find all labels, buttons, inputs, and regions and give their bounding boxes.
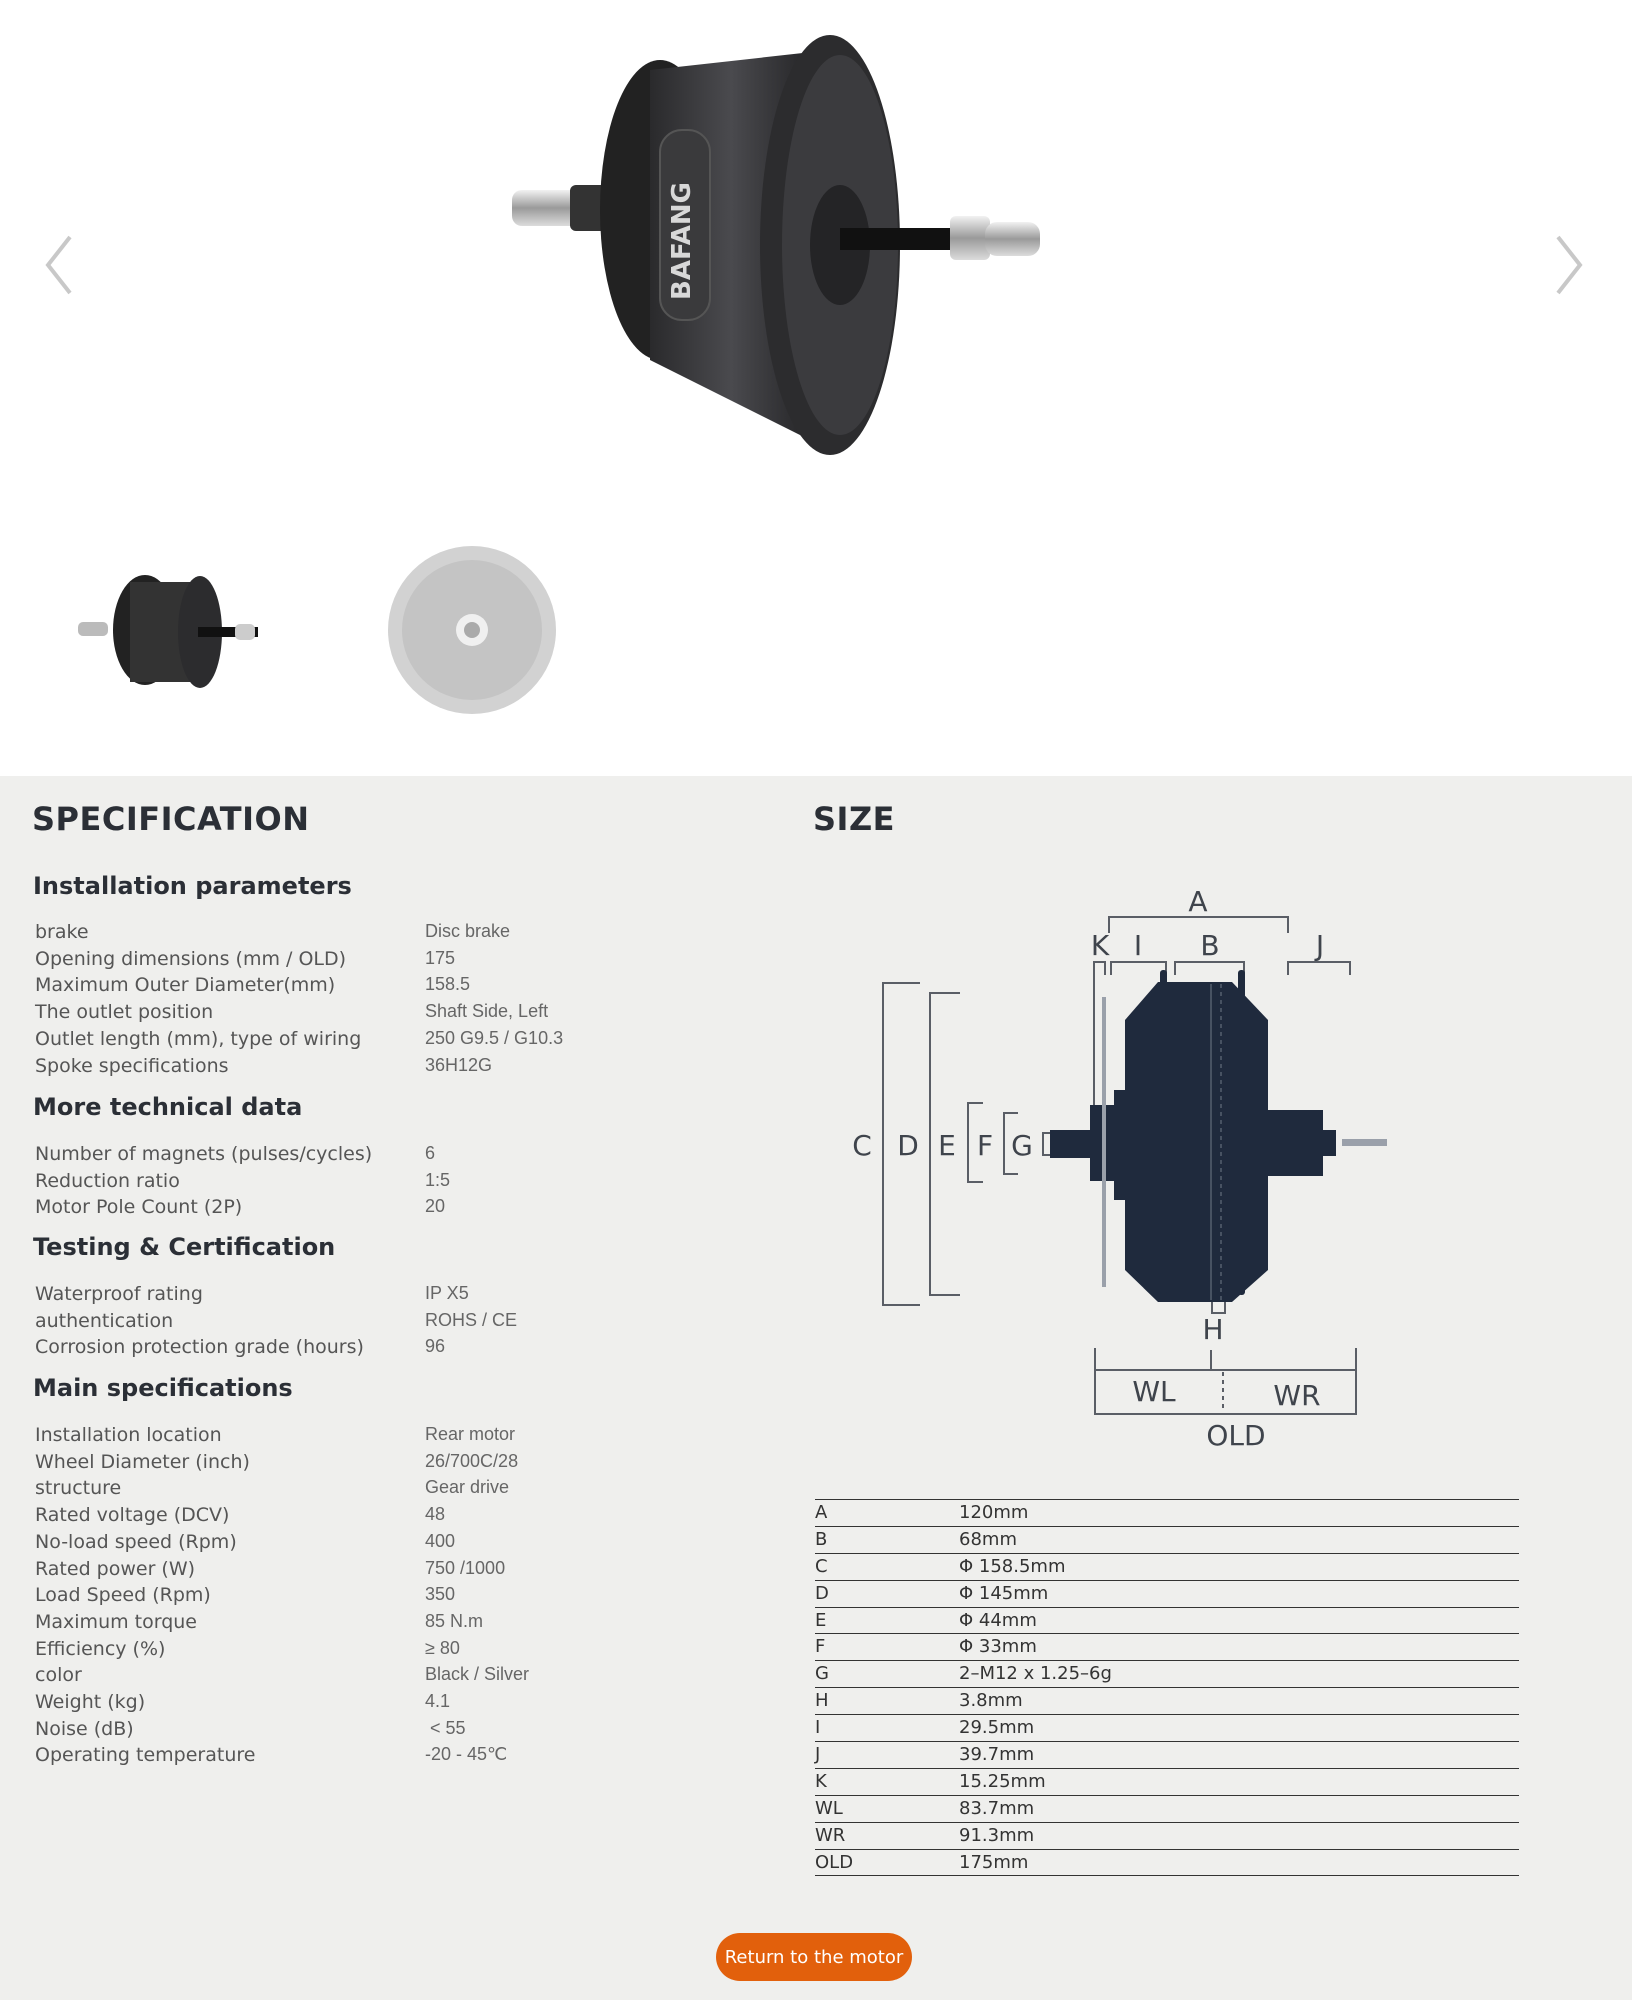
size-key: WR — [815, 1824, 846, 1846]
brand-logo: BAFANG — [667, 182, 697, 300]
size-table-row — [815, 1608, 1519, 1635]
spec-label: Reduction ratio — [35, 1169, 180, 1192]
spec-value: 250 G9.5 / G10.3 — [425, 1027, 564, 1048]
spec-label: structure — [35, 1477, 122, 1500]
size-table — [815, 1499, 1519, 1876]
spec-label: Number of magnets (pulses/cycles) — [35, 1143, 373, 1165]
size-key: C — [815, 1555, 828, 1577]
spec-row — [35, 1451, 755, 1477]
spec-row — [35, 1143, 755, 1169]
spec-value: Black / Silver — [425, 1664, 530, 1685]
spec-label: authentication — [35, 1309, 174, 1332]
size-table-row — [815, 1742, 1519, 1769]
diagram-label-e: E — [938, 1129, 956, 1162]
spec-row — [35, 1196, 755, 1222]
diagram-label-d: D — [897, 1129, 919, 1162]
size-key: WL — [815, 1797, 843, 1819]
spec-label: Outlet length (mm), type of wiring — [35, 1027, 362, 1050]
spec-value: Shaft Side, Left — [425, 1001, 549, 1022]
gallery-next-button[interactable] — [1548, 225, 1588, 305]
diagram-label-c: C — [852, 1129, 872, 1162]
size-table-row — [815, 1823, 1519, 1850]
spec-value: Disc brake — [425, 921, 511, 941]
spec-value: 4.1 — [425, 1691, 451, 1711]
spec-label: Operating temperature — [35, 1744, 256, 1767]
size-table-row — [815, 1688, 1519, 1715]
size-value: 68mm — [959, 1528, 1017, 1550]
spec-row — [35, 1558, 755, 1584]
diagram-label-old: OLD — [1206, 1419, 1266, 1452]
spec-row — [35, 921, 755, 947]
spec-label: color — [35, 1664, 82, 1687]
spec-row — [35, 1504, 755, 1530]
size-key: E — [815, 1609, 827, 1631]
diagram-label-wr: WR — [1273, 1379, 1321, 1412]
diagram-label-h: H — [1202, 1313, 1224, 1346]
size-value: 3.8mm — [959, 1690, 1023, 1712]
spec-value: IP X5 — [425, 1283, 469, 1303]
size-key: OLD — [815, 1851, 854, 1873]
spec-value: 400 — [425, 1530, 456, 1551]
spec-value: 96 — [425, 1336, 446, 1357]
spec-value: 750 /1000 — [425, 1557, 506, 1578]
size-value: 91.3mm — [959, 1824, 1035, 1846]
thumbnail-silver-motor[interactable] — [380, 540, 570, 720]
spec-label: Weight (kg) — [35, 1691, 146, 1713]
specification-title: SPECIFICATION — [32, 800, 310, 838]
spec-row — [35, 1744, 755, 1770]
spec-row — [35, 1028, 755, 1054]
spec-group-title: Testing & Certification — [33, 1233, 336, 1261]
size-table-row — [815, 1581, 1519, 1608]
diagram-label-k: K — [1090, 929, 1110, 962]
size-table-row — [815, 1527, 1519, 1554]
spec-row — [35, 1718, 755, 1744]
size-key: D — [815, 1582, 829, 1604]
diagram-label-a: A — [1188, 885, 1208, 918]
spec-row — [35, 1664, 755, 1690]
size-table-row — [815, 1850, 1519, 1877]
spec-value: 36H12G — [425, 1054, 493, 1075]
spec-row — [35, 1638, 755, 1664]
size-key: G — [815, 1663, 829, 1685]
size-key: A — [815, 1502, 828, 1523]
spec-value: 20 — [425, 1196, 446, 1217]
spec-row — [35, 1055, 755, 1081]
size-table-row — [815, 1796, 1519, 1823]
spec-row — [35, 1584, 755, 1610]
size-key: H — [815, 1690, 829, 1712]
size-value: Φ 158.5mm — [959, 1555, 1066, 1577]
size-value: 83.7mm — [959, 1797, 1035, 1819]
size-key: J — [815, 1744, 821, 1766]
size-value: 2–M12 x 1.25–6g — [959, 1663, 1112, 1685]
spec-label: Corrosion protection grade (hours) — [35, 1336, 364, 1359]
diagram-label-f: F — [976, 1129, 994, 1162]
size-key: K — [815, 1770, 827, 1792]
spec-value: 48 — [425, 1504, 446, 1525]
diagram-label-j: J — [1315, 929, 1325, 962]
spec-group-title: Installation parameters — [33, 872, 352, 900]
diagram-label-g: G — [1011, 1129, 1033, 1162]
spec-value: < 55 — [425, 1717, 466, 1738]
spec-row — [35, 1283, 755, 1309]
spec-row — [35, 1336, 755, 1362]
size-value: Φ 145mm — [959, 1582, 1049, 1604]
spec-row — [35, 1611, 755, 1637]
size-value: 175mm — [959, 1851, 1029, 1873]
size-table-row — [815, 1661, 1519, 1688]
size-table-row — [815, 1769, 1519, 1796]
spec-label: Noise (dB) — [35, 1717, 134, 1740]
spec-label: Rated power (W) — [35, 1557, 196, 1580]
thumbnail-black-motor[interactable] — [70, 540, 260, 720]
spec-value: 175 — [425, 947, 456, 968]
product-main-image — [500, 30, 1160, 460]
spec-value: 6 — [425, 1143, 436, 1163]
spec-row — [35, 948, 755, 974]
spec-label: Wheel Diameter (inch) — [35, 1450, 250, 1473]
spec-label: Maximum torque — [35, 1610, 198, 1633]
spec-row — [35, 1691, 755, 1717]
spec-label: Waterproof rating — [35, 1283, 203, 1305]
size-dimension-diagram — [840, 880, 1440, 1460]
chevron-right-icon — [1548, 225, 1588, 305]
size-table-row — [815, 1634, 1519, 1661]
spec-label: Efficiency (%) — [35, 1637, 166, 1660]
spec-group-title: More technical data — [33, 1093, 303, 1121]
size-table-row — [815, 1554, 1519, 1581]
diagram-label-i: I — [1133, 929, 1143, 962]
spec-value: 26/700C/28 — [425, 1450, 519, 1471]
spec-row — [35, 1310, 755, 1336]
spec-label: Motor Pole Count (2P) — [35, 1196, 243, 1219]
spec-label: Installation location — [35, 1424, 222, 1446]
size-key: F — [815, 1636, 826, 1658]
spec-value: ≥ 80 — [425, 1637, 460, 1658]
size-table-row — [815, 1500, 1519, 1527]
spec-label: Opening dimensions (mm / OLD) — [35, 947, 347, 970]
spec-label: Load Speed (Rpm) — [35, 1584, 211, 1607]
spec-row — [35, 1170, 755, 1196]
spec-row — [35, 974, 755, 1000]
size-table-row — [815, 1715, 1519, 1742]
spec-value: -20 - 45℃ — [425, 1744, 508, 1765]
spec-value: ROHS / CE — [425, 1309, 518, 1330]
spec-group-title: Main specifications — [33, 1374, 293, 1402]
spec-label: Maximum Outer Diameter(mm) — [35, 974, 336, 997]
spec-value: 1:5 — [425, 1169, 451, 1190]
spec-row — [35, 1001, 755, 1027]
size-value: 29.5mm — [959, 1717, 1035, 1739]
spec-label: Spoke specifications — [35, 1054, 229, 1077]
size-value: Φ 44mm — [959, 1609, 1037, 1631]
size-value: 15.25mm — [959, 1770, 1046, 1792]
spec-label: No-load speed (Rpm) — [35, 1530, 237, 1553]
diagram-label-b: B — [1200, 929, 1220, 962]
spec-value: 158.5 — [425, 974, 471, 995]
size-title: SIZE — [813, 800, 896, 838]
spec-value: Rear motor — [425, 1424, 516, 1444]
spec-label: brake — [35, 921, 89, 943]
size-value: 39.7mm — [959, 1744, 1035, 1766]
product-gallery — [0, 0, 1632, 776]
spec-row — [35, 1531, 755, 1557]
return-to-motor-button[interactable]: Return to the motor — [716, 1933, 912, 1981]
spec-value: 350 — [425, 1584, 456, 1605]
diagram-label-wl: WL — [1132, 1375, 1176, 1408]
spec-label: The outlet position — [35, 1001, 214, 1024]
spec-value: 85 N.m — [425, 1610, 484, 1631]
spec-value: Gear drive — [425, 1477, 510, 1498]
size-value: 120mm — [959, 1502, 1029, 1523]
gallery-prev-button[interactable] — [40, 225, 80, 305]
spec-label: Rated voltage (DCV) — [35, 1504, 230, 1527]
size-value: Φ 33mm — [959, 1636, 1037, 1658]
size-key: I — [815, 1717, 821, 1739]
chevron-left-icon — [40, 225, 80, 305]
size-key: B — [815, 1528, 828, 1550]
spec-row — [35, 1424, 755, 1450]
spec-row — [35, 1477, 755, 1503]
